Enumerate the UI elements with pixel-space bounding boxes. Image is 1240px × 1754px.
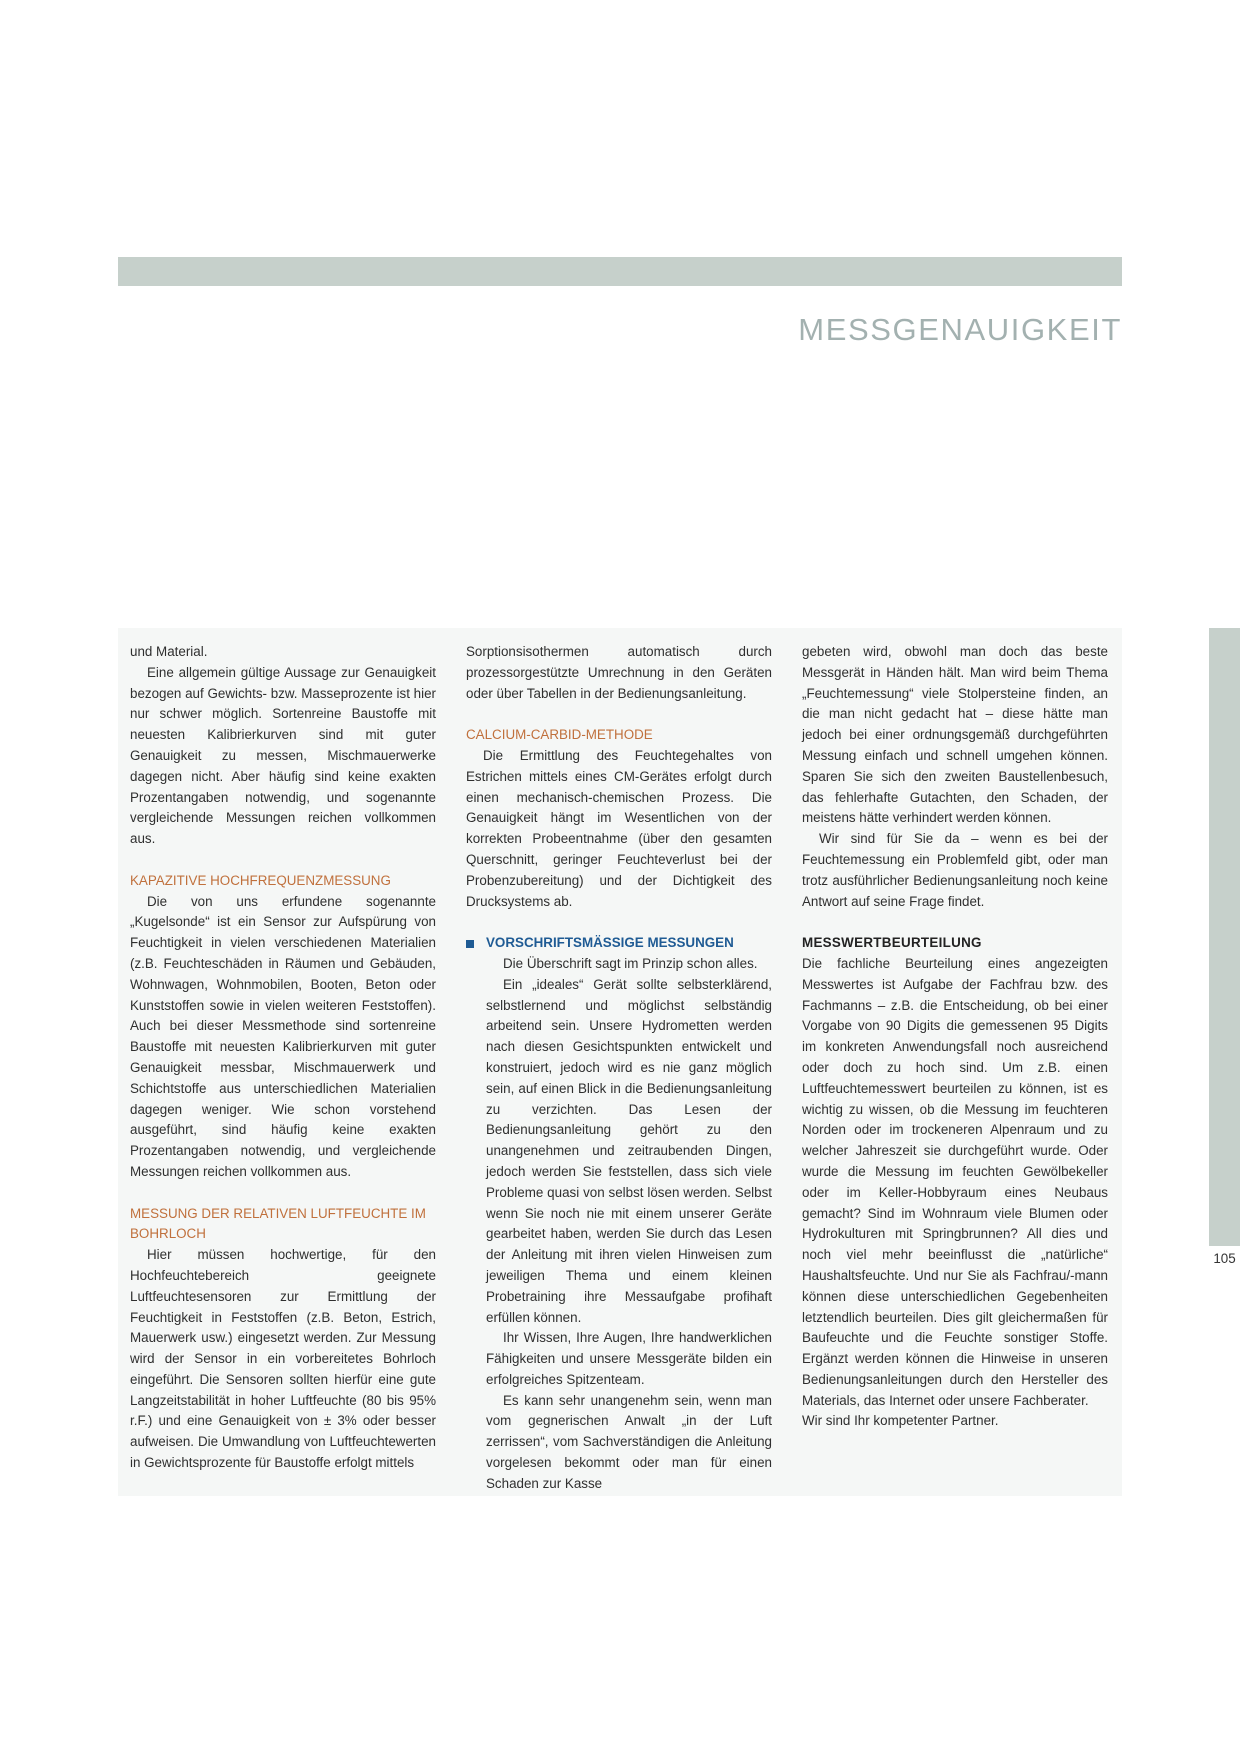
header-band bbox=[118, 257, 1122, 286]
content-box bbox=[118, 628, 1122, 1496]
section-heading: MESSWERTBEURTEILUNG bbox=[802, 935, 982, 951]
paragraph: Hier müssen hochwertige, für den Hochfeuchtebereich geeignete Luftfeuchtesensoren zur Ermittlung der Feuchtigkeit in Feststoffen (z.B. Beton, Estrich, Mauerwerk usw.) eingesetzt werden. Zur Messung wird der Sensor in ein vorbereitetes Bohrloch eingeführt. Die Sensoren sollten hierfür eine gute Langzeitstabilität in hoher Luftfeuchte (80 bis 95% r.F.) und eine Genauigkeit von ± 3% oder besser aufweisen. Die Umwandlung von Luftfeuchtewerten in Gewichtsprozente für Baustoffe erfolgt mittels bbox=[130, 1247, 436, 1471]
paragraph: gebeten wird, obwohl man doch das beste Messgerät in Händen hält. Man wird beim Thema „Feuchtemessung“ viele Stolpersteine finden, an die man nicht gedacht hat – diese hätte man jedoch bei einer ordnungsgemäß durchgeführten Messung einfach und schnell umgehen können. Sparen Sie sich den zweiten Baustellenbesuch, das fehlerhafte Gutachten, den Schaden, der meistens hätte verhindert werden können. bbox=[802, 644, 1108, 826]
paragraph: Es kann sehr unangenehm sein, wenn man vom gegnerischen Anwalt „in der Luft zerrissen“, vom Sachverständigen die Anleitung vorgelesen bekommt oder man für einen Schaden zur Kasse bbox=[486, 1392, 772, 1491]
paragraph: Ein „ideales“ Gerät sollte selbsterklärend, selbstlernend und möglichst selbständig arbeitend sein. Unsere Hydrometten werden nach diesen Gesichtspunkten entwickelt und konstruiert, jedoch wird es nie ganz möglich sein, auf einen Blick in die Bedienungsanleitung zu verzichten. Das Lesen der Bedienungsanleitung gehört zu den unangenehmen und zeitraubenden Dingen, jedoch werden Sie feststellen, dass sich viele Probleme quasi von selbst lösen werden. Selbst wenn Sie noch nie mit einem unserer Geräte gearbeitet haben, werden Sie durch das Lesen der Anleitung mit ihren vielen Hinweisen zum jeweiligen Thema und einem kleinen Probetraining ihre Messaufgabe profihaft erfüllen können. bbox=[486, 976, 772, 1325]
paragraph: Die Überschrift sagt im Prinzip schon alles. bbox=[503, 955, 758, 971]
side-bar bbox=[1209, 628, 1240, 1246]
page-title: MESSGENAUIGKEIT bbox=[798, 312, 1122, 347]
paragraph: Sorptionsisothermen automatisch durch prozessorgestützte Umrechnung in den Geräten oder über Tabellen in der Bedienungsanleitung. bbox=[466, 644, 772, 701]
square-bullet-icon bbox=[466, 940, 474, 948]
section-heading: MESSUNG DER RELATIVEN LUFTFEUCHTE IM BOHRLOCH bbox=[130, 1205, 426, 1242]
column-2 bbox=[466, 642, 772, 1495]
paragraph: Die fachliche Beurteilung eines angezeigten Messwertes ist Aufgabe der Fachfrau bzw. des Fachmanns – z.B. die Entscheidung, ob bei einer Vorgabe von 90 Digits die gemessenen 95 Digits im konkreten Anwendungsfall noch ausreichend oder doch zu hoch sind. Um z.B. einen Luftfeuchtemesswert beurteilen zu können, ist es wichtig zu wissen, ob die Messung im feuchteren Norden oder im trockeneren Alpenraum und zu welcher Jahreszeit sie durchgeführt wurde. Oder wurde die Messung im feuchten Gewölbekeller oder im Keller-Hobbyraum eines Neubaus gemacht? Sind im Wohnraum viele Blumen oder Hydrokulturen mit Springbrunnen? All dies und noch viel mehr beeinflusst die „natürliche“ Haushaltsfeuchte. Und nur Sie als Fachfrau/-mann können diese unterschiedlichen Gegebenheiten letztendlich beurteilen. Dies gilt gleichermaßen für Baufeuchte und die Feuchte sonstiger Stoffe. Ergänzt werden können die Hinweise in unseren Bedienungsanleitungen durch den Hersteller des Materials, das Internet oder unsere Fachberater. bbox=[802, 955, 1108, 1408]
paragraph: Die von uns erfundene sogenannte „Kugelsonde“ ist ein Sensor zur Aufspürung von Feuchtigkeit in vielen verschiedenen Materialien (z.B. Feuchteschäden in Räumen und Gebäuden, Wohnwagen, Wohnmobilen, Booten, Beton oder Kunststoffen sowie in vielen weiteren Feststoffen). Auch bei dieser Messmethode sind sortenreine Baustoffe mit neuesten Kalibrierkurven mit guter Genauigkeit messbar, Mischmauerwerk und Schichtstoffe aus unterschiedlichen Materialien dagegen weniger. Wie schon vorstehend ausgeführt, sind häufig keine exakten Prozentangaben notwendig, und vergleichende Messungen reichen vollkommen aus. bbox=[130, 893, 436, 1179]
paragraph: Wir sind für Sie da – wenn es bei der Feuchtemessung ein Problemfeld gibt, oder man trotz ausführlicher Bedienungsanleitung noch keine Antwort auf seine Frage findet. bbox=[802, 831, 1108, 909]
section-heading bbox=[466, 933, 772, 954]
paragraph: Eine allgemein gültige Aussage zur Genauigkeit bezogen auf Gewichts- bzw. Masseprozente ist hier nur schwer möglich. Sortenreine Baustoffe mit neuesten Kalibrierkurven sind mit guter Genauigkeit zu messen, Mischmauerwerke dagegen nicht. Aber häufig sind keine exakten Prozentangaben notwendig, und sogenannte vergleichende Messungen reichen vollkommen aus. bbox=[130, 664, 436, 847]
section-heading: KAPAZITIVE HOCHFREQUENZMESSUNG bbox=[130, 872, 391, 888]
page-number: 105 bbox=[1213, 1251, 1236, 1266]
paragraph: Wir sind Ihr kompetenter Partner. bbox=[802, 1413, 999, 1429]
section-heading: CALCIUM-CARBID-METHODE bbox=[466, 727, 653, 743]
paragraph: Die Ermittlung des Feuchtegehaltes von Estrichen mittels eines CM-Gerätes erfolgt durch einen mechanisch-chemischen Prozess. Die Genauigkeit hängt im Wesentlichen von der korrekten Probeentnahme (über den gesamten Querschnitt, geringer Feuchteverlust bei der Probenzubereitung) und der Dichtigkeit des Drucksystems ab. bbox=[466, 747, 772, 909]
section-heading-text: VORSCHRIFTSMÄSSIGE MESSUNGEN bbox=[486, 935, 734, 951]
column-1 bbox=[130, 642, 436, 1474]
column-3 bbox=[802, 642, 1108, 1432]
paragraph: und Material. bbox=[130, 644, 208, 659]
paragraph: Ihr Wissen, Ihre Augen, Ihre handwerklichen Fähigkeiten und unsere Messgeräte bilden ein erfolgreiches Spitzenteam. bbox=[486, 1330, 772, 1387]
